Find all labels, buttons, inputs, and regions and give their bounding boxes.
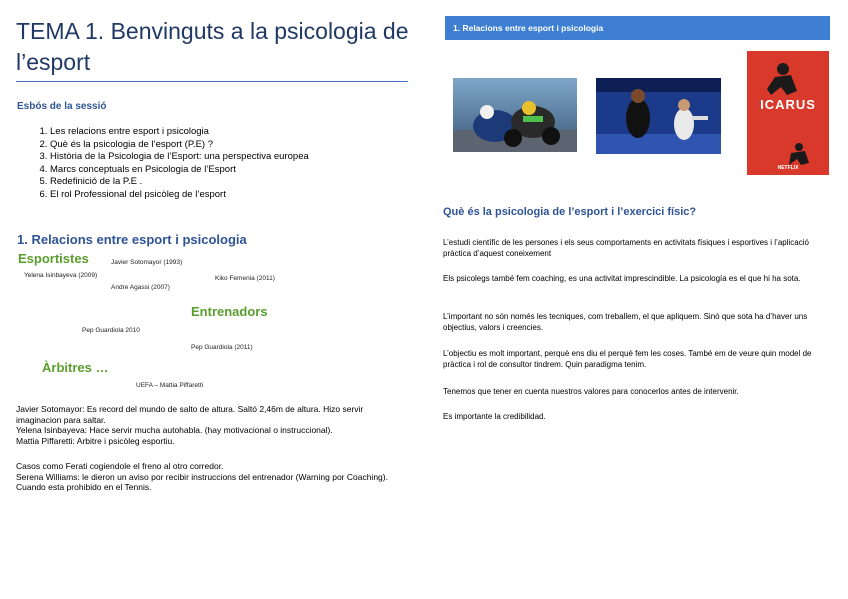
paragraph: Tenemos que tener en cuenta nuestros valores para conocerlos antes de intervenir. bbox=[443, 387, 739, 396]
right-heading: Què és la psicologia de l’esport i l’exercici físic? bbox=[443, 206, 697, 218]
name-sotomayor: Javier Sotomayor (1993) bbox=[111, 259, 183, 266]
note-line: Yelena Isinbayeva: Hace servir mucha autohabla. (hay motivacional o instruccional). bbox=[16, 425, 333, 435]
note-line: Casos como Ferati cogiendole el freno al otro corredor. bbox=[16, 461, 224, 471]
note-line: Mattia Piffaretti: Arbitre i psicòleg esportiu. bbox=[16, 435, 175, 446]
name-guardiola-2011: Pep Guardiola (2011) bbox=[191, 344, 253, 351]
outline-item: 4. Marcs conceptuals en Psicologia de l’Esport bbox=[50, 164, 430, 177]
session-outline bbox=[16, 126, 430, 202]
notes-block-b bbox=[16, 461, 406, 493]
name-uefa-piffaretti: UEFA – Mattia Piffaretti bbox=[136, 382, 204, 389]
section-heading: 1. Relacions entre esport i psicologia bbox=[17, 232, 247, 247]
motorcycle-race-photo bbox=[453, 78, 577, 152]
icarus-poster bbox=[747, 51, 829, 175]
banner-title: 1. Relacions entre esport i psicologia bbox=[453, 23, 604, 33]
note-line: Javier Sotomayor: Es record del mundo de salto de altura. Saltó 2,46m de altura. Hizo servir imaginacion para saltar. bbox=[16, 404, 364, 425]
tennis-photo bbox=[596, 78, 721, 154]
outline-item: 5. Redefinició de la P.E . bbox=[50, 176, 430, 189]
outline-item: 6. El rol Professional del psicòleg de l’esport bbox=[50, 189, 430, 202]
paragraph: L’objectiu es molt important, perquè ens diu el perquè fem les coses. També em de veure quin model de pràctica i rol de consultor tindrem. Quin paradigma tenim. bbox=[443, 349, 812, 369]
outline-item: 2. Què és la psicologia de l’esport (P.E) ? bbox=[50, 139, 430, 152]
title-divider bbox=[16, 81, 408, 82]
label-arbitres: Àrbitres … bbox=[42, 360, 109, 375]
name-guardiola-2010: Pep Guardiola 2010 bbox=[82, 327, 140, 334]
outline-item: 1. Les relacions entre esport i psicologia bbox=[50, 126, 430, 139]
outline-heading: Esbós de la sessió bbox=[17, 101, 107, 112]
poster-title: ICARUS bbox=[760, 97, 816, 112]
name-agassi: Andre Agassi (2007) bbox=[111, 284, 170, 291]
label-entrenadors: Entrenadors bbox=[191, 304, 268, 319]
outline-item: 3. Història de la Psicologia de l’Esport: una perspectiva europea bbox=[50, 151, 430, 164]
paragraph: Els psicolegs també fem coaching, es una activitat imprescindible. La psicología es el que hi ha sota. bbox=[443, 274, 801, 283]
paragraph: L’estudi científic de les persones i els seus comportaments en activitats físiques i esportives i l’aplicació pràctica d’aquest coneixement bbox=[443, 238, 809, 258]
notes-block-a bbox=[16, 404, 406, 446]
paragraph: L’important no són només les tecniques, com treballem, el que apliquem. Sinó que sota ha d’haver uns objectius, valors i creencies. bbox=[443, 312, 808, 332]
page-title: TEMA 1. Benvinguts a la psicologia de l’esport bbox=[16, 18, 409, 75]
note-line: Serena Williams: le dieron un aviso por recibir instruccions del entrenador (Warning por Coaching). Cuando esta prohibido en el Tennis. bbox=[16, 471, 388, 492]
section-banner bbox=[445, 16, 830, 40]
name-isinbayeva: Yelena Isinbayeva (2009) bbox=[24, 272, 98, 279]
label-esportistes: Esportistes bbox=[18, 251, 89, 266]
poster-brand: NETFLIX bbox=[777, 165, 799, 171]
name-femenia: Kiko Femenia (2011) bbox=[215, 275, 275, 282]
paragraph: Es importante la credibilidad. bbox=[443, 412, 546, 421]
